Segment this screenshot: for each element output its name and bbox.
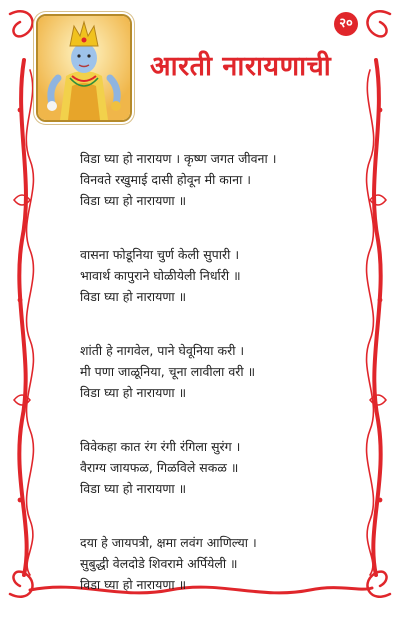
stanza-2 bbox=[80, 244, 350, 307]
verse-line: वासना फोडूनिया चुर्ण केली सुपारी । bbox=[80, 247, 240, 262]
verse-line: वैराग्य जायफळ, गिळविले सकळ ॥ bbox=[80, 460, 239, 475]
verse-line: सुबुद्धी वेलदोडे शिवरामे अर्पियेली ॥ bbox=[80, 556, 238, 571]
stanza-4 bbox=[80, 436, 350, 499]
stanza-1 bbox=[80, 148, 350, 211]
verse-line: विडा घ्या हो नारायणा ॥ bbox=[80, 481, 187, 496]
verse-line: दया हे जायपत्री, क्षमा लवंग आणिल्या । bbox=[80, 535, 257, 550]
verse-line: विडा घ्या हो नारायणा ॥ bbox=[80, 289, 187, 304]
verse-line: विडा घ्या हो नारायण । कृष्ण जगत जीवना । bbox=[80, 151, 277, 166]
vishnu-illustration bbox=[38, 16, 130, 120]
page-title: आरती नारायणाची bbox=[150, 51, 332, 82]
stanza-3 bbox=[80, 340, 350, 403]
verse-line: विडा घ्या हो नारायणा ॥ bbox=[80, 385, 187, 400]
verse-line: विडा घ्या हो नारायणा ॥ bbox=[80, 577, 187, 592]
verse-line: शांती हे नागवेल, पाने घेवूनिया करी । bbox=[80, 343, 245, 358]
verse-line: विनवते रखुमाई दासी होवून मी काना । bbox=[80, 172, 252, 187]
aarti-verses bbox=[80, 148, 350, 628]
verse-line: भावार्थ कापुराने घोळीयेली निर्धारी ॥ bbox=[80, 268, 241, 283]
deity-image bbox=[36, 14, 132, 122]
verse-line: विवेकहा कात रंग रंगी रंगिला सुरंग । bbox=[80, 439, 241, 454]
page-number-badge: २० bbox=[334, 12, 358, 36]
stanza-5 bbox=[80, 532, 350, 595]
verse-line: विडा घ्या हो नारायणा ॥ bbox=[80, 193, 187, 208]
verse-line: मी पणा जाळूनिया, चूना लावीला वरी ॥ bbox=[80, 364, 256, 379]
